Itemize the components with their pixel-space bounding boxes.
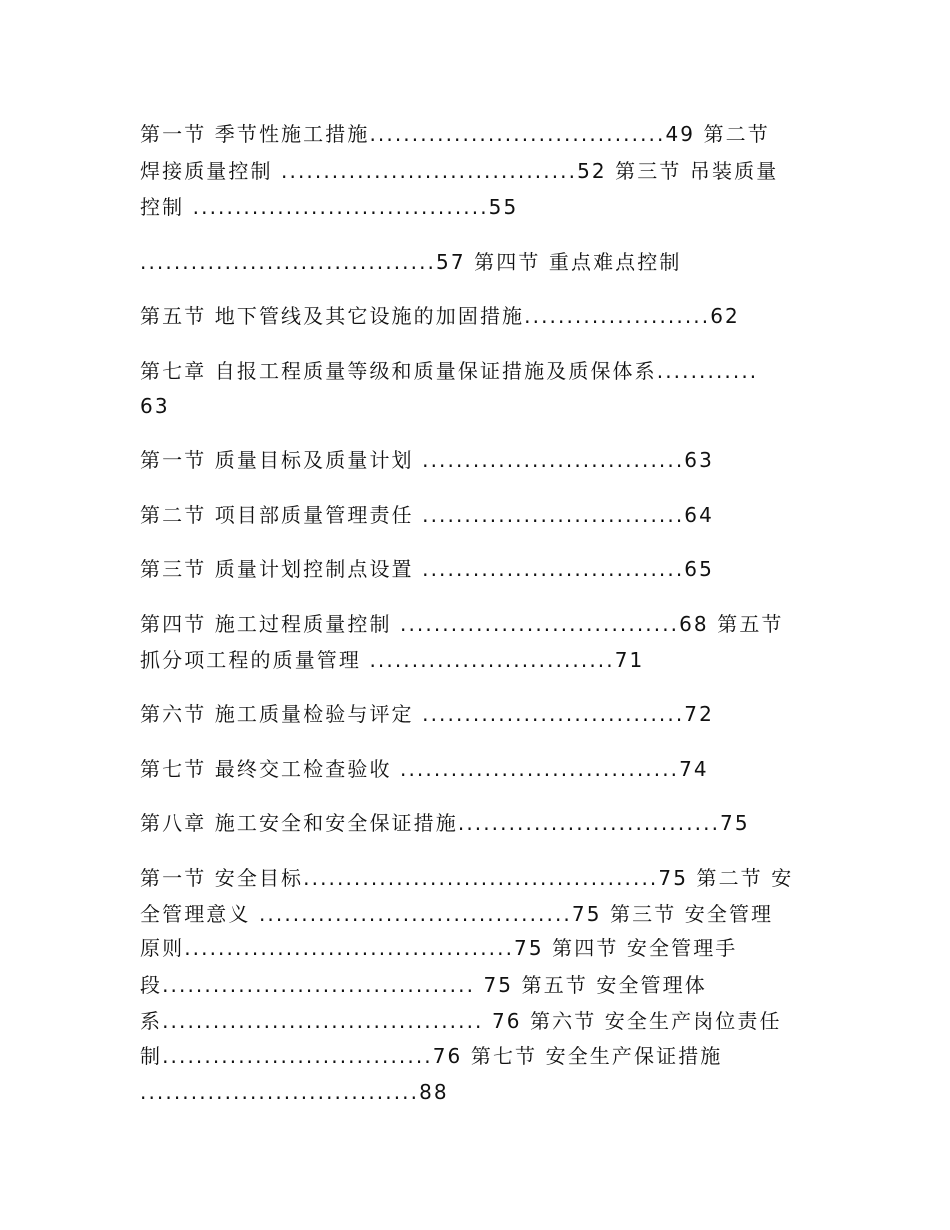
toc-line: 全管理意义 .....................................75 第三节 安全管理 — [140, 902, 774, 926]
toc-line: 第三节 质量计划控制点设置 ...............................65 — [140, 557, 714, 581]
toc-line: 第七章 自报工程质量等级和质量保证措施及质保体系............ — [140, 359, 759, 383]
toc-line: 第五节 地下管线及其它设施的加固措施......................62 — [140, 304, 740, 328]
toc-line: 控制 ...................................55 — [140, 195, 519, 219]
toc-line: 焊接质量控制 ...................................52 第三节 吊装质量 — [140, 159, 779, 183]
toc-line: 第一节 质量目标及质量计划 ...............................63 — [140, 448, 714, 472]
toc-line: 63 — [140, 394, 170, 418]
toc-line: 制................................76 第七节 安全生产保证措施 — [140, 1044, 723, 1068]
toc-line: 第一节 安全目标..........................................75 第二节 安 — [140, 866, 794, 890]
toc-line: .................................88 — [140, 1080, 449, 1104]
toc-line: ...................................57 第四节 重点难点控制 — [140, 250, 682, 274]
toc-line: 第六节 施工质量检验与评定 ...............................72 — [140, 702, 714, 726]
toc-line: 原则.......................................75 第四节 安全管理手 — [140, 936, 738, 960]
toc-line: 第二节 项目部质量管理责任 ...............................64 — [140, 503, 714, 527]
toc-line: 第七节 最终交工检查验收 .................................74 — [140, 757, 709, 781]
toc-line: 第八章 施工安全和安全保证措施...............................75 — [140, 811, 750, 835]
toc-line: 抓分项工程的质量管理 .............................71 — [140, 648, 645, 672]
toc-line: 系...................................... 76 第六节 安全生产岗位责任 — [140, 1009, 782, 1033]
toc-line: 段..................................... 75 第五节 安全管理体 — [140, 973, 707, 997]
toc-line: 第一节 季节性施工措施...................................49 第二节 — [140, 122, 770, 146]
toc-line: 第四节 施工过程质量控制 .................................68 第五节 — [140, 612, 784, 636]
